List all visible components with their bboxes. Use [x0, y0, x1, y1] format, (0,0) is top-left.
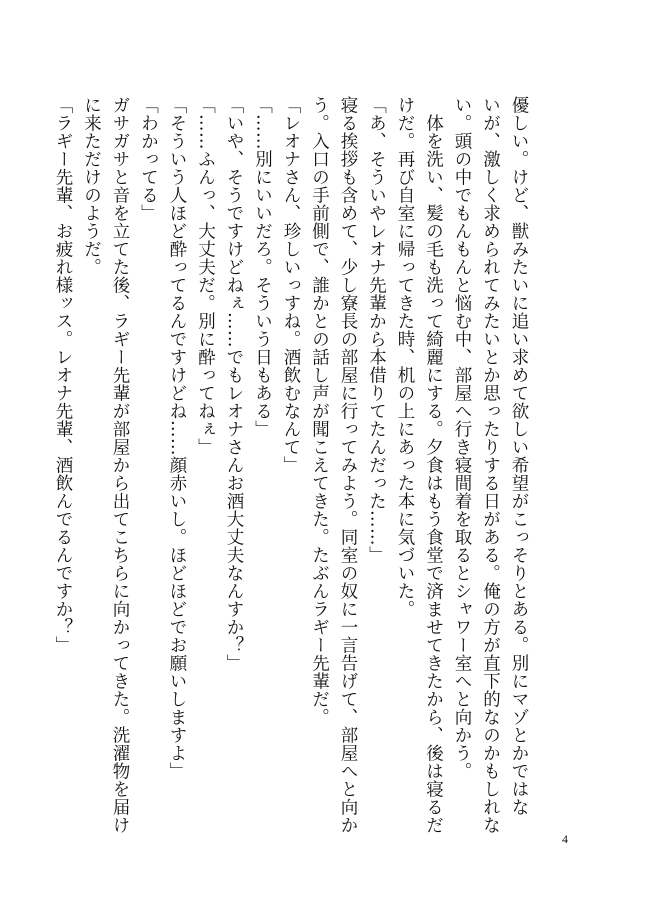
text-line: 体を洗い、髪の毛も洗って綺麗にする。夕食はもう食堂で済ませてきたから、後は寝るだ — [423, 96, 444, 834]
text-line: う。入口の手前側で、誰かとの話し声が聞こえてきた。たぶんラギー先輩だ。 — [309, 96, 330, 726]
text-line: 「ラギー先輩、お疲れ様ッス。レオナ先輩、酒飲んでるんですか？」 — [53, 96, 73, 654]
text-line: 「いや、そうですけどねぇ……でもレオナさんお酒大丈夫なんすか？」 — [224, 96, 244, 672]
text-line: 「……別にいいだろ。そういう日もある」 — [252, 96, 273, 438]
text-line: 「レオナさん、珍しいっすね。酒飲むなんて」 — [281, 96, 301, 474]
text-line: けだ。再び自室に帰ってきた時、机の上にあった本に気づいた。 — [395, 96, 415, 618]
text-line: いが、激しく求められてみたいとか思ったりする日がある。俺の方が直下的なのかもしれな — [480, 96, 501, 834]
text-line: 優しい。けど、獣みたいに追い求めて欲しい希望がこっそりとある。別にマゾとかではな — [509, 96, 529, 816]
text-line: に来ただけのようだ。 — [81, 96, 102, 276]
text-line: 「そういう人ほど酔ってるんですけどね……顔赤いし。ほどほどでお願いしますよ」 — [167, 96, 187, 780]
text-line: 寝る挨拶も含めて、少し寮長の部屋に行ってみよう。同室の奴に一言告げて、部屋へと向か — [338, 96, 358, 834]
text-line: 「わかってる」 — [138, 96, 159, 222]
text-line: 「……ふんっ、大丈夫だ。別に酔ってねぇ」 — [195, 96, 216, 456]
page-number: 4 — [562, 832, 568, 846]
vertical-text-body — [49, 96, 534, 834]
text-line: ガサガサと音を立てた後、ラギー先輩が部屋から出てこちらに向かってきた。洗濯物を届け — [110, 96, 130, 834]
text-line: い。頭の中でもんもんと悩む中、部屋へ行き寝間着を取るとシャワー室へと向かう。 — [452, 96, 472, 780]
text-line: 「あ、そういやレオナ先輩から本借りてたんだった……」 — [366, 96, 387, 564]
